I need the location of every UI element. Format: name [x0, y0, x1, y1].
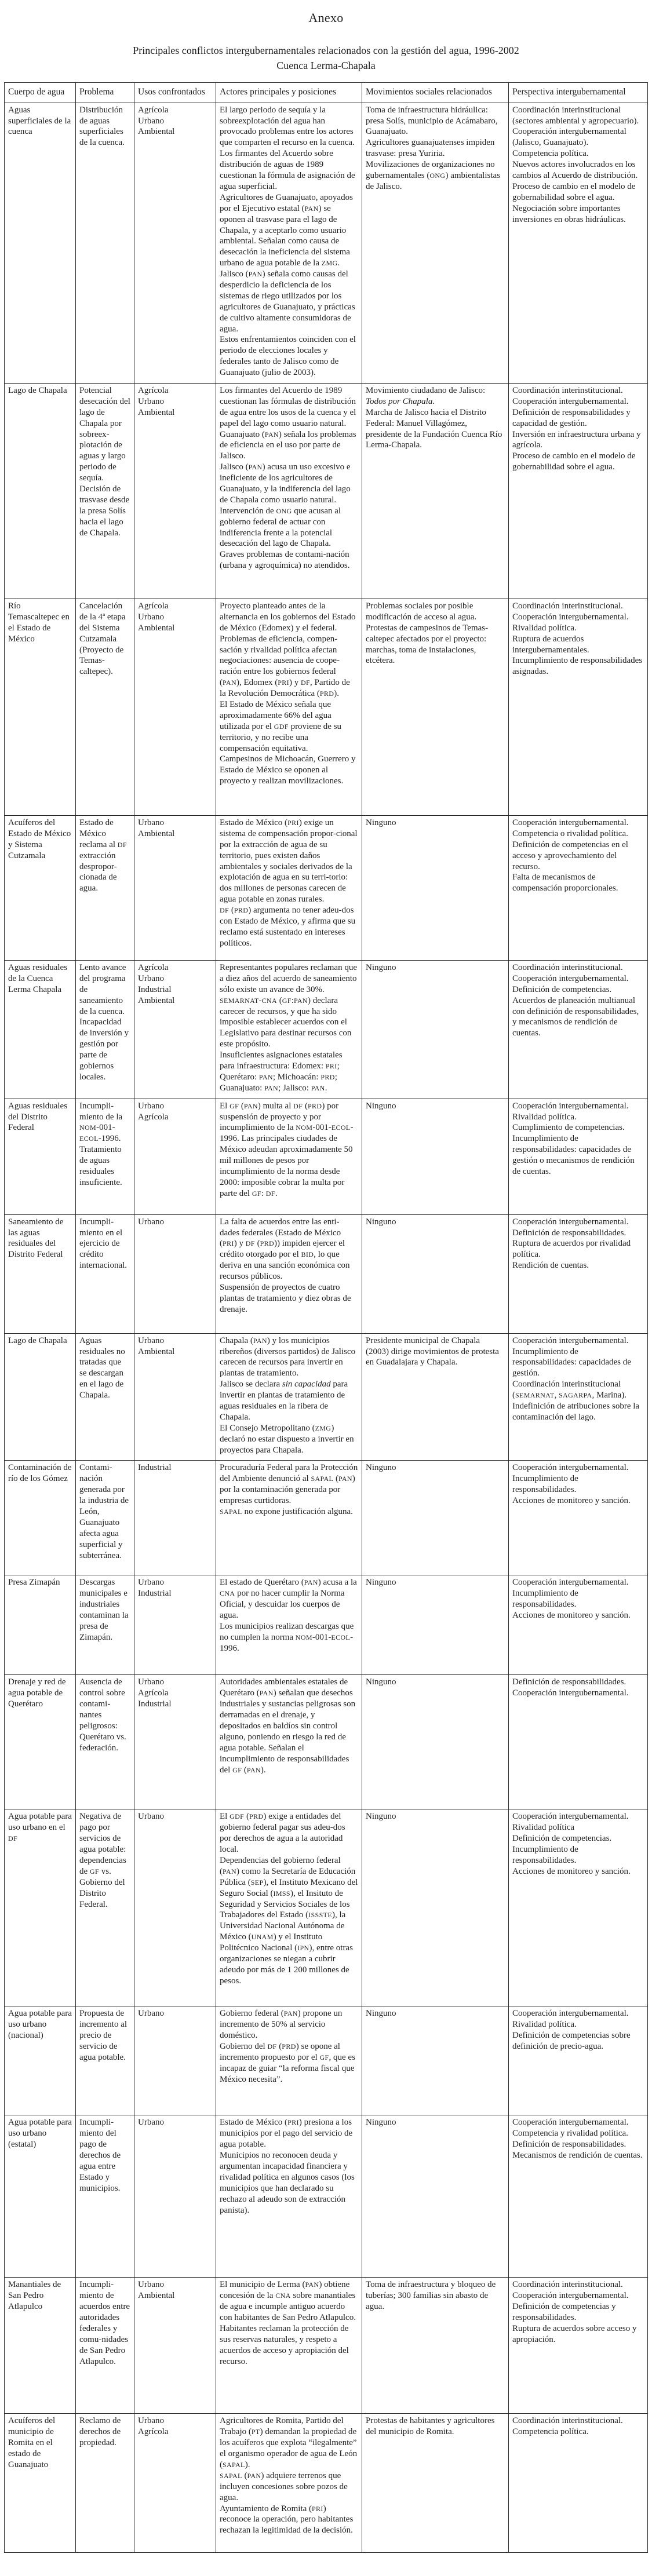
cell-problema: Incumpli-miento de la NOM-001-ECOL-1996. Tratamiento de aguas residuales insuficiente.	[76, 1099, 134, 1214]
subtitle-line-2: Cuenca Lerma-Chapala	[276, 60, 376, 72]
cell-cuerpo-de-agua: Agua potable para uso urbano en el DF	[5, 1809, 76, 2006]
cell-movimientos: Ninguno	[362, 2115, 509, 2278]
table-row	[5, 2006, 648, 2115]
column-header-problema: Problema	[76, 83, 134, 103]
column-header-movimientos: Movimientos sociales relacionados	[362, 83, 509, 103]
cell-movimientos: Ninguno	[362, 1675, 509, 1809]
cell-usos-confrontados: Urbano	[134, 1809, 216, 2006]
cell-cuerpo-de-agua: Drenaje y red de agua potable de Querétaro	[5, 1675, 76, 1809]
cell-actores: Los firmantes del Acuerdo de 1989 cuestionan las fórmulas de distribución de agua entre los usos de la cuenca y el papel del lago como usuario natural. Guanajuato (PAN) señala los problemas de eficiencia en el uso por parte de Jalisco. Jalisco (PAN) acusa un uso excesivo e ineficiente de los agricultores de Guanajuato, y la indiferencia del lago de Chapala como usuario natural. Intervención de ONG que acusan al gobierno federal de actuar con indiferencia frente a la potencial desecación del lago de Chapala. Graves problemas de contami-nación (urbana y agroquímica) no atendidos.	[216, 383, 362, 599]
table-row	[5, 1575, 648, 1675]
cell-actores: Representantes populares reclaman que a diez años del acuerdo de saneamiento sólo existe un avance de 30%. SEMARNAT-CNA (GF:PAN) declara carecer de recursos, y que ha sido imposible establecer acuerdos con el Legislativo para destinar recursos con este propósito. Insuficientes asignaciones estatales para infraestructura: Edomex: PRI; Querétaro: PAN; Michoacán: PRD; Guanajuato: PAN; Jalisco: PAN.	[216, 960, 362, 1099]
cell-problema: Contami-nación generada por la industria de León, Guanajuato afecta agua superficial y subterránea.	[76, 1461, 134, 1575]
table-row	[5, 815, 648, 960]
cell-problema: Potencial desecación del lago de Chapala por sobreex-plotación de aguas y largo periodo de sequía. Decisión de trasvase desde la presa Solís hacia el lago de Chapala.	[76, 383, 134, 599]
cell-usos-confrontados: Urbano Agrícola	[134, 2414, 216, 2553]
cell-perspectiva: Cooperación intergubernamental. Rivalidad política. Definición de competencias sobre definición de precio-agua.	[509, 2006, 648, 2115]
cell-cuerpo-de-agua: Agua potable para uso urbano (nacional)	[5, 2006, 76, 2115]
cell-actores: Estado de México (PRI) exige un sistema de compensación propor-cional por la extracción de agua de su territorio, pues existen daños ambientales y sociales derivados de la explotación de agua en su terri-torio: dos millones de personas carecen de agua potable en zonas rurales. DF (PRD) argumenta no tener adeu-dos con Estado de México, y afirma que su reclamo está sustentado en intereses políticos.	[216, 815, 362, 960]
cell-problema: Descargas municipales e industriales contaminan la presa de Zimapán.	[76, 1575, 134, 1675]
table-body	[5, 103, 648, 2553]
cell-usos-confrontados: Industrial	[134, 1461, 216, 1575]
cell-usos-confrontados: Urbano Ambiental	[134, 1333, 216, 1461]
table-row	[5, 1809, 648, 2006]
cell-cuerpo-de-agua: Presa Zimapán	[5, 1575, 76, 1675]
cell-movimientos: Ninguno	[362, 1575, 509, 1675]
cell-cuerpo-de-agua: Contaminación de río de los Gómez	[5, 1461, 76, 1575]
cell-perspectiva: Cooperación intergubernamental. Definición de responsabilidades. Ruptura de acuerdos por rivalidad política. Rendición de cuentas.	[509, 1214, 648, 1333]
cell-usos-confrontados: Agrícola Urbano Industrial Ambiental	[134, 960, 216, 1099]
cell-perspectiva: Coordinación interinstitucional. Cooperación intergubernamental. Definición de responsabilidades y capacidad de gestión. Inversión en infraestructura urbana y agrícola. Proceso de cambio en el modelo de gobernabilidad sobre el agua.	[509, 383, 648, 599]
cell-perspectiva: Definición de responsabilidades. Cooperación intergubernamental.	[509, 1675, 648, 1809]
cell-perspectiva: Coordinación interinstitucional (sectores ambiental y agropecuario). Cooperación intergubernamental (Jalisco, Guanajuato). Competencia política. Nuevos actores involucrados en los cambios al Acuerdo de distribución. Proceso de cambio en el modelo de gobernabilidad sobre el agua. Negociación sobre importantes inversiones en obras hidráulicas.	[509, 103, 648, 383]
cell-movimientos: Ninguno	[362, 1809, 509, 2006]
cell-actores: Gobierno federal (PAN) propone un incremento de 50% al servicio doméstico. Gobierno del DF (PRD) se opone al incremento propuesto por el GF, que es incapaz de guiar “la reforma fiscal que México necesita”.	[216, 2006, 362, 2115]
cell-perspectiva: Cooperación intergubernamental. Competencia y rivalidad política. Definición de responsabilidades. Mecanismos de rendición de cuentas.	[509, 2115, 648, 2278]
cell-cuerpo-de-agua: Lago de Chapala	[5, 1333, 76, 1461]
cell-movimientos: Toma de infraestructura y bloqueo de tuberías; 300 familias sin abasto de agua.	[362, 2278, 509, 2414]
page-title: Anexo	[308, 10, 344, 25]
cell-perspectiva: Cooperación intergubernamental. Rivalidad política Definición de competencias. Incumplimiento de responsabilidades. Acciones de monitoreo y sanción.	[509, 1809, 648, 2006]
cell-problema: Reclamo de derechos de propiedad.	[76, 2414, 134, 2553]
subtitle-line-1: Principales conflictos intergubernamentales relacionados con la gestión del agua, 1996-2002	[133, 45, 519, 56]
cell-usos-confrontados: Urbano	[134, 1214, 216, 1333]
cell-perspectiva: Cooperación intergubernamental. Competencia o rivalidad política. Definición de competencias en el acceso y aprovechamiento del recurso. Falta de mecanismos de compensación proporcionales.	[509, 815, 648, 960]
cell-cuerpo-de-agua: Río Temascaltepec en el Estado de México	[5, 599, 76, 815]
cell-usos-confrontados: Urbano Ambiental	[134, 815, 216, 960]
cell-cuerpo-de-agua: Aguas superficiales de la cuenca	[5, 103, 76, 383]
cell-cuerpo-de-agua: Acuíferos del municipio de Romita en el estado de Guanajuato	[5, 2414, 76, 2553]
cell-actores: La falta de acuerdos entre las enti-dades federales (Estado de México (PRI) y DF (PRD)) impiden ejercer el crédito otorgado por el BID, lo que deriva en una sanción económica con recursos públicos. Suspensión de proyectos de cuatro plantas de tratamiento y diez obras de drenaje.	[216, 1214, 362, 1333]
cell-usos-confrontados: Urbano Industrial	[134, 1575, 216, 1675]
table-row	[5, 383, 648, 599]
cell-cuerpo-de-agua: Saneamiento de las aguas residuales del Distrito Federal	[5, 1214, 76, 1333]
cell-cuerpo-de-agua: Agua potable para uso urbano (estatal)	[5, 2115, 76, 2278]
cell-problema: Estado de México reclama al DF extracción despropor-cionada de agua.	[76, 815, 134, 960]
cell-usos-confrontados: Agrícola Urbano Ambiental	[134, 383, 216, 599]
cell-usos-confrontados: Agrícola Urbano Ambiental	[134, 103, 216, 383]
cell-actores: El GDF (PRD) exige a entidades del gobierno federal pagar sus adeu-dos por derechos de agua a la autoridad local. Dependencias del gobierno federal (PAN) como la Secretaría de Educación Pública (SEP), el Instituto Mexicano del Seguro Social (IMSS), el Insituto de Seguridad y Servicios Sociales de los Trabajadores del Estado (ISSSTE), la Universidad Nacional Autónoma de México (UNAM) y el Instituto Politécnico Nacional (IPN), entre otras organizaciones se niegan a cubrir adeudo por más de 1 200 millones de pesos.	[216, 1809, 362, 2006]
cell-perspectiva: Cooperación intergubernamental. Incumplimiento de responsabilidades: capacidades de gestión. Coordinación interinstitucional (SEMARNAT, SAGARPA, Marina). Indefinición de atribuciones sobre la contaminación del lago.	[509, 1333, 648, 1461]
cell-actores: El GF (PAN) multa al DF (PRD) por suspensión de proyecto y por incumplimiento de la NOM-001-ECOL-1996. Las principales ciudades de México adeudan aproximadamente 50 mil millones de pesos por incumplimiento de la norma desde 2000: imposible cobrar la multa por parte del GF: DF.	[216, 1099, 362, 1214]
cell-perspectiva: Coordinación interinstitucional. Cooperación intergubernamental. Definición de competencias y responsabilidades. Ruptura de acuerdos sobre acceso y apropiación.	[509, 2278, 648, 2414]
cell-actores: Proyecto planteado antes de la alternancia en los gobiernos del Estado de México (Edomex) y el federal. Problemas de eficiencia, compen-sación y rivalidad política afectan negociaciones: ausencia de coope-ración entre los gobiernos federal (PAN), Edomex (PRI) y DF, Partido de la Revolución Democrática (PRD). El Estado de México señala que aproximadamente 66% del agua utilizada por el GDF proviene de su territorio, y no recibe una compensación equitativa. Campesinos de Michoacán, Guerrero y Estado de México se oponen al proyecto y realizan movilizaciones.	[216, 599, 362, 815]
cell-problema: Incumpli-miento en el ejercicio de crédito internacional.	[76, 1214, 134, 1333]
cell-movimientos: Toma de infraestructura hidráulica: presa Solís, municipio de Acámabaro, Guanajuato. Agricultores guanajuatenses impiden trasvase: presa Yuriria. Movilizaciones de organizaciones no gubernamentales (ONG) ambientalistas de Jalisco.	[362, 103, 509, 383]
table-row	[5, 1099, 648, 1214]
column-header-perspectiva: Perspectiva intergubernamental	[509, 83, 648, 103]
cell-actores: Procuraduría Federal para la Protección del Ambiente denunció al SAPAL (PAN) por la contaminación generada por empresas curtidoras. SAPAL no expone justificación alguna.	[216, 1461, 362, 1575]
cell-perspectiva: Cooperación intergubernamental. Incumplimiento de responsabilidades. Acciones de monitoreo y sanción.	[509, 1575, 648, 1675]
cell-problema: Distribución de aguas superficiales de la cuenca.	[76, 103, 134, 383]
cell-usos-confrontados: Urbano Ambiental	[134, 2278, 216, 2414]
cell-actores: Autoridades ambientales estatales de Querétaro (PAN) señalan que desechos industriales y sustancias peligrosas son derramadas en el drenaje, y depositados en baldíos sin control alguno, poniendo en riesgo la red de agua potable. Señalan el incumplimiento de responsabilidades del GF (PAN).	[216, 1675, 362, 1809]
header-row	[5, 83, 648, 103]
table-row	[5, 2278, 648, 2414]
cell-actores: Agricultores de Romita, Partido del Trabajo (PT) demandan la propiedad de los acuíferos que explota “ilegalmente” el organismo operador de agua de León (SAPAL). SAPAL (PAN) adquiere terrenos que incluyen concesiones sobre pozos de agua. Ayuntamiento de Romita (PRI) reconoce la operación, pero habitantes rechazan la legitimidad de la decisión.	[216, 2414, 362, 2553]
cell-problema: Incumpli-miento del pago de derechos de agua entre Estado y municipios.	[76, 2115, 134, 2278]
cell-usos-confrontados: Urbano	[134, 2006, 216, 2115]
cell-cuerpo-de-agua: Manantiales de San Pedro Atlapulco	[5, 2278, 76, 2414]
cell-usos-confrontados: Agrícola Urbano Ambiental	[134, 599, 216, 815]
table-row	[5, 1461, 648, 1575]
table-row	[5, 103, 648, 383]
cell-movimientos: Protestas de habitantes y agricultores del municipio de Romita.	[362, 2414, 509, 2553]
cell-perspectiva: Cooperación intergubernamental. Incumplimiento de responsabilidades. Acciones de monitoreo y sanción.	[509, 1461, 648, 1575]
column-header-actores: Actores principales y posiciones	[216, 83, 362, 103]
table-row	[5, 2115, 648, 2278]
cell-actores: El municipio de Lerma (PAN) obtiene concesión de la CNA sobre manantiales de agua e incumple antiguo acuerdo con habitantes de San Pedro Atlapulco. Habitantes reclaman la protección de sus reservas naturales, y respeto a acuerdos de acceso y apropiación del recurso.	[216, 2278, 362, 2414]
table-row	[5, 960, 648, 1099]
cell-perspectiva: Coordinación interinstitucional. Cooperación intergubernamental. Definición de competencias. Acuerdos de planeación multianual con definición de responsabilidades, y mecanismos de rendición de cuentas.	[509, 960, 648, 1099]
cell-movimientos: Presidente municipal de Chapala (2003) dirige movimientos de protesta en Guadalajara y Chapala.	[362, 1333, 509, 1461]
cell-actores: El largo periodo de sequía y la sobreexplotación del agua han provocado problemas entre los actores que comparten el recurso en la cuenca. Los firmantes del Acuerdo sobre distribución de aguas de 1989 cuestionan la fórmula de asignación de agua superficial. Agricultores de Guanajuato, apoyados por el Ejecutivo estatal (PAN) se oponen al trasvase para el lago de Chapala, y a aceptarlo como usuario ambiental. Señalan como causa de desecación la ineficiencia del sistema urbano de agua potable de la ZMG. Jalisco (PAN) señala como causas del desperdicio la deficiencia de los sistemas de riego utilizados por los agricultores de Guanajuato, y prácticas de cultivo altamente consumidoras de agua. Estos enfrentamientos coinciden con el periodo de elecciones locales y federales tanto de Jalisco como de Guanajuato (julio de 2003).	[216, 103, 362, 383]
cell-actores: Chapala (PAN) y los municipios ribereños (diversos partidos) de Jalisco carecen de recursos para invertir en plantas de tratamiento. Jalisco se declara sin capacidad para invertir en plantas de tratamiento de aguas residuales en la ribera de Chapala. El Consejo Metropolitano (ZMG) declaró no estar dispuesto a invertir en proyectos para Chapala.	[216, 1333, 362, 1461]
cell-problema: Ausencia de control sobre contami-nantes peligrosos: Querétaro vs. federación.	[76, 1675, 134, 1809]
cell-problema: Lento avance del programa de saneamiento de la cuenca. Incapacidad de inversión y gestión por parte de gobiernos locales.	[76, 960, 134, 1099]
column-header-cuerpo-de-agua: Cuerpo de agua	[5, 83, 76, 103]
cell-problema: Aguas residuales no tratadas que se descargan en el lago de Chapala.	[76, 1333, 134, 1461]
cell-actores: Estado de México (PRI) presiona a los municipios por el pago del servicio de agua potable. Municipios no reconocen deuda y argumentan incapacidad financiera y rivalidad política en algunos casos (los municipios que han declarado su rechazo al adeudo son de extracción panista).	[216, 2115, 362, 2278]
column-header-usos-confrontados: Usos confrontados	[134, 83, 216, 103]
cell-problema: Cancelación de la 4ª etapa del Sistema Cutzamala (Proyecto de Temas-caltepec).	[76, 599, 134, 815]
cell-movimientos: Movimiento ciudadano de Jalisco: Todos por Chapala. Marcha de Jalisco hacia el Distrito Federal: Manuel Villagómez, presidente de la Fundación Cuenca Río Lerma-Chapala.	[362, 383, 509, 599]
cell-movimientos: Ninguno	[362, 2006, 509, 2115]
cell-movimientos: Ninguno	[362, 1461, 509, 1575]
cell-cuerpo-de-agua: Acuíferos del Estado de México y Sistema Cutzamala	[5, 815, 76, 960]
cell-perspectiva: Coordinación interinstitucional. Cooperación intergubernamental. Rivalidad política. Ruptura de acuerdos intergubernamentales. Incumplimiento de responsabilidades asignadas.	[509, 599, 648, 815]
cell-problema: Negativa de pago por servicios de agua potable: dependencias de GF vs. Gobierno del Distrito Federal.	[76, 1809, 134, 2006]
cell-cuerpo-de-agua: Aguas residuales del Distrito Federal	[5, 1099, 76, 1214]
table-row	[5, 1675, 648, 1809]
cell-usos-confrontados: Urbano Agrícola Industrial	[134, 1675, 216, 1809]
table-row	[5, 2414, 648, 2553]
cell-movimientos: Ninguno	[362, 960, 509, 1099]
cell-usos-confrontados: Urbano Agrícola	[134, 1099, 216, 1214]
cell-actores: El estado de Querétaro (PAN) acusa a la CNA por no hacer cumplir la Norma Oficial, y descuidar los cuerpos de agua. Los municipios realizan descargas que no cumplen la norma NOM-001-ECOL-1996.	[216, 1575, 362, 1675]
cell-movimientos: Problemas sociales por posible modificación de acceso al agua. Protestas de campesinos de Temas-caltepec afectados por el proyecto: marchas, toma de instalaciones, etcétera.	[362, 599, 509, 815]
cell-usos-confrontados: Urbano	[134, 2115, 216, 2278]
table-row	[5, 1214, 648, 1333]
cell-problema: Propuesta de incremento al precio de servicio de agua potable.	[76, 2006, 134, 2115]
cell-perspectiva: Cooperación intergubernamental. Rivalidad política. Cumplimiento de competencias. Incumplimiento de responsabilidades: capacidades de gestión o mecanismos de rendición de cuentas.	[509, 1099, 648, 1214]
cell-cuerpo-de-agua: Lago de Chapala	[5, 383, 76, 599]
cell-movimientos: Ninguno	[362, 1099, 509, 1214]
cell-cuerpo-de-agua: Aguas residuales de la Cuenca Lerma Chapala	[5, 960, 76, 1099]
cell-movimientos: Ninguno	[362, 815, 509, 960]
conflicts-table	[4, 82, 648, 2553]
cell-perspectiva: Coordinación interinstitucional. Competencia política.	[509, 2414, 648, 2553]
table-row	[5, 599, 648, 815]
table-row	[5, 1333, 648, 1461]
cell-problema: Incumpli-miento de acuerdos entre autoridades federales y comu-nidades de San Pedro Atlapulco.	[76, 2278, 134, 2414]
page-subtitle	[4, 43, 648, 73]
cell-movimientos: Ninguno	[362, 1214, 509, 1333]
